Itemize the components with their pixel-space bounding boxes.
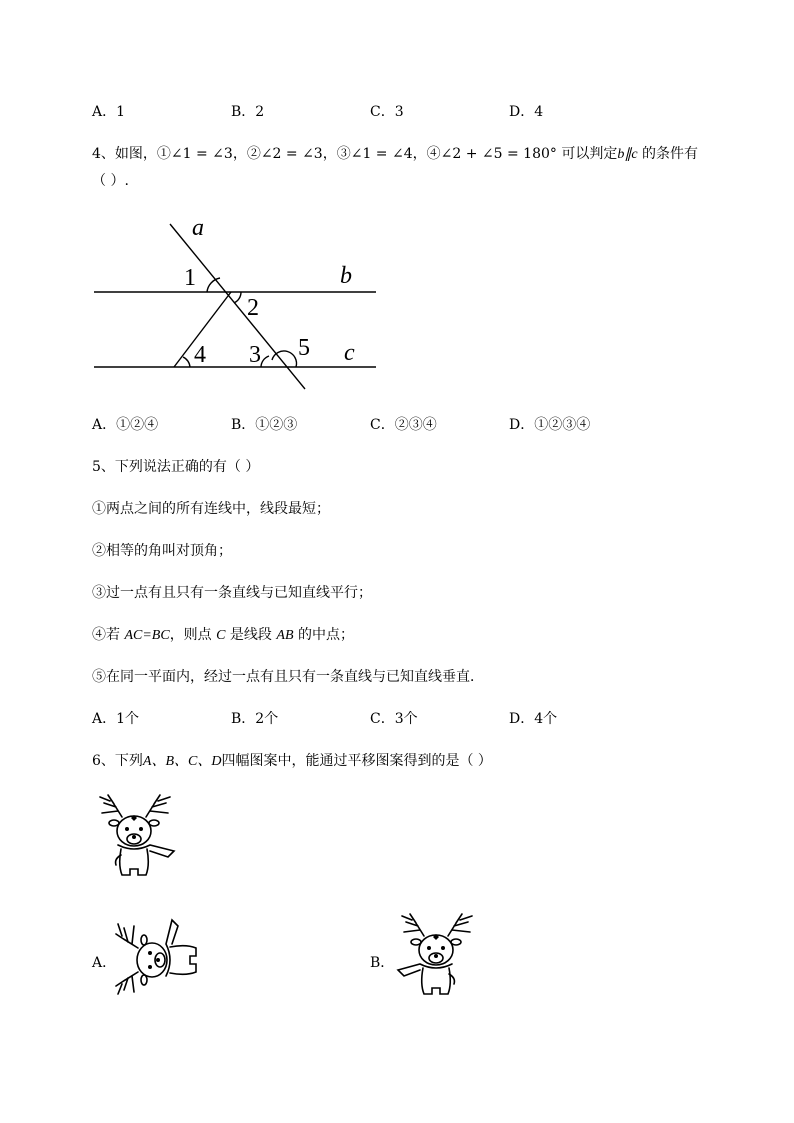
label-1: 1 [184,265,196,291]
s4-point: C [216,628,226,643]
q6-stem-vars: A、B、C、D [142,754,222,769]
q4-stem-blank: （ ）. [92,173,129,189]
s4-part: ④若 [92,627,125,643]
deer-option-b-image[interactable] [396,912,480,1004]
q6-option-a-label[interactable]: A． [92,955,117,971]
q4-option-b[interactable]: B．①②③ [231,417,298,433]
q5-option-c[interactable]: C．3个 [370,711,418,727]
s4-part: 是线段 [225,627,277,643]
q4-stem [92,143,698,163]
q5-stem: 5、下列说法正确的有（ ） [92,459,260,475]
q3-option-b[interactable]: B．2 [231,104,265,120]
q6-stem-b: 四幅图案中，能通过平移图案得到的是（ ） [221,753,492,769]
s4-part: 的中点； [293,627,354,643]
q5-option-b[interactable]: B．2个 [231,711,279,727]
transversal-a [170,224,305,389]
label-c: c [344,340,355,366]
q3-option-c[interactable]: C．3 [370,104,404,120]
s4-eq: AC=BC [124,628,170,643]
q6-stem [92,750,492,770]
q6-stem-a: 6、下列 [92,753,143,769]
angle-arc-2 [234,292,241,303]
label-b: b [340,263,352,289]
q4-figure [88,212,388,402]
s4-part: ，则点 [169,627,217,643]
angle-arc-3 [261,356,269,367]
label-a: a [192,215,204,241]
q4-stem-var: b∥c [617,147,638,162]
q5-option-a[interactable]: A．1个 [92,711,140,727]
angle-arc-1 [207,278,220,292]
label-5: 5 [298,335,310,361]
q3-option-d[interactable]: D．4 [509,104,544,120]
q3-option-a[interactable]: A．1 [92,104,126,120]
q4-option-a[interactable]: A．①②④ [92,417,159,433]
q5-statement-4 [92,624,354,644]
deer-reference-image [94,793,178,885]
q5-statement-5: ⑤在同一平面内，经过一点有且只有一条直线与已知直线垂直． [92,669,484,685]
angle-arc-4 [183,357,190,367]
label-4: 4 [194,342,206,368]
label-2: 2 [247,295,259,321]
q5-statement-3: ③过一点有且只有一条直线与已知直线平行； [92,585,372,601]
q4-option-d[interactable]: D．①②③④ [509,417,591,433]
label-3: 3 [249,342,261,368]
q5-statement-1: ①两点之间的所有连线中，线段最短； [92,501,330,517]
s4-segment: AB [276,628,294,643]
q4-stem-tail: 的条件有 [637,146,699,162]
q4-option-c[interactable]: C．②③④ [370,417,437,433]
q4-stem-text: 4、如图，①∠1 = ∠3，②∠2 = ∠3，③∠1 = ∠4，④∠2 + ∠5 = 180° 可以判定 [92,146,618,162]
q6-option-b-label[interactable]: B． [370,955,395,971]
deer-option-a-image[interactable] [112,912,208,1004]
q5-option-d[interactable]: D．4个 [509,711,558,727]
q5-statement-2: ②相等的角叫对顶角； [92,543,232,559]
